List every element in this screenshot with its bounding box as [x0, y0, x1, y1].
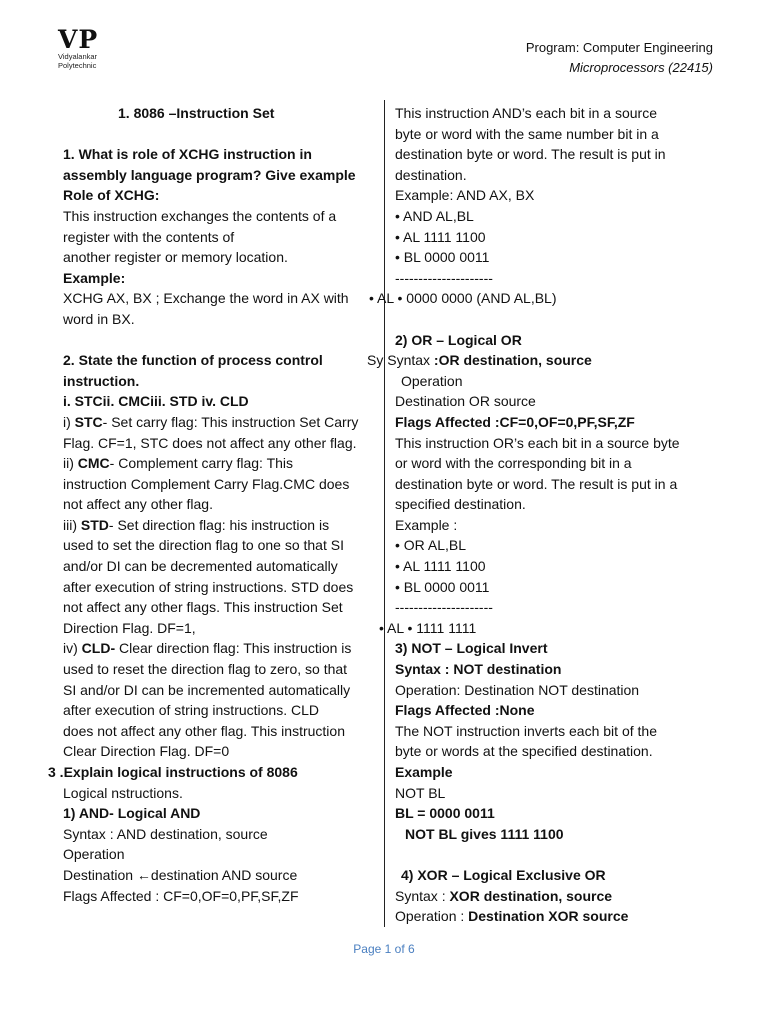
column-divider [384, 100, 385, 927]
text-span: Operation : [395, 908, 469, 925]
text-span: Clear direction flag: This instruction is [115, 640, 352, 657]
list-item: • OR AL,BL [395, 537, 467, 554]
logo [58, 25, 118, 70]
dash-separator: --------------------- [395, 599, 493, 616]
list-item: • BL 0000 0011 [395, 249, 490, 266]
left-column [48, 103, 381, 906]
text-line: Syntax : AND destination, source [63, 825, 268, 842]
xor-syntax: XOR destination, source [449, 887, 613, 904]
text-line: destination. [395, 166, 467, 183]
text-line: This instruction exchanges the contents of a [63, 207, 337, 224]
xor-operation: Destination XOR source [468, 908, 629, 925]
list-item: • AND AL,BL [395, 207, 474, 224]
text-line [63, 412, 381, 433]
text-line [63, 515, 381, 536]
text-line: byte or words at the specified destination. [395, 743, 653, 760]
text-line: instruction Complement Carry Flag.CMC does [63, 475, 350, 492]
text-line: used to set the direction flag to one so that SI [63, 537, 344, 554]
text-line: Example : [395, 516, 458, 533]
text-line: not affect any other flag. [63, 496, 213, 513]
text-line: or word with the corresponding bit in a [395, 455, 632, 472]
page-number: Page 1 of 6 [353, 942, 415, 956]
text-line: word in BX. [63, 310, 135, 327]
text-line: specified destination. [395, 496, 526, 513]
or-heading: 2) OR – Logical OR [395, 331, 522, 348]
question-2-line-2: instruction. [63, 372, 140, 389]
text-line [367, 350, 713, 371]
course-label: Microprocessors (22415) [569, 59, 713, 75]
list-item: • AL 1111 1100 [395, 558, 486, 575]
text-span: - Set carry flag: This instruction Set Carry [102, 413, 359, 430]
text-line [63, 638, 381, 659]
text-line: The NOT instruction inverts each bit of the [395, 722, 657, 739]
text-line: after execution of string instructions. CLD [63, 702, 320, 719]
text-line: Destination ←destination AND source [63, 866, 298, 883]
not-flags: Flags Affected :None [395, 702, 535, 719]
text-line: destination byte or word. The result is put in [395, 146, 666, 163]
text-line [63, 453, 381, 474]
text-span: i) [63, 413, 75, 430]
cld-term: CLD- [81, 640, 116, 657]
text-span: Syntax : [395, 887, 450, 904]
std-term: STD [80, 516, 109, 533]
text-line: Direction Flag. DF=1, [63, 619, 196, 636]
list-item: • AL 1111 1100 [395, 228, 486, 245]
text-line: Operation [63, 846, 125, 863]
text-line: Operation: Destination NOT destination [395, 681, 640, 698]
text-line: another register or memory location. [63, 249, 288, 266]
question-2-line-1: 2. State the function of process control [63, 352, 323, 369]
or-syntax: :OR destination, source [433, 352, 592, 369]
text-line: not affect any other flags. This instruction Set [63, 599, 343, 616]
and-heading: 1) AND- Logical AND [63, 805, 201, 822]
text-line: destination byte or word. The result is put in a [395, 475, 678, 492]
text-line: Flag. CF=1, STC does not affect any other flag. [63, 434, 357, 451]
question-2-line-3: i. STCii. CMCiii. STD iv. CLD [63, 393, 249, 410]
text-line: SI and/or DI can be incremented automatically [63, 681, 351, 698]
text-line: Logical nstructions. [63, 784, 183, 801]
dash-separator: --------------------- [395, 269, 493, 286]
not-heading: 3) NOT – Logical Invert [395, 640, 548, 657]
example-heading: Example: [63, 269, 126, 286]
text-line: Operation [401, 372, 463, 389]
text-line: NOT BL [395, 784, 446, 801]
or-result: • AL • 1111 1111 [379, 619, 477, 636]
text-line: and/or DI can be decremented automatically [63, 558, 338, 575]
right-column [367, 103, 713, 927]
text-line: Destination OR source [395, 393, 536, 410]
text-line: after execution of string instructions. STD does [63, 578, 354, 595]
or-flags: Flags Affected :CF=0,OF=0,PF,SF,ZF [395, 413, 635, 430]
cmc-term: CMC [77, 455, 110, 472]
text-line: Flags Affected : CF=0,OF=0,PF,SF,ZF [63, 887, 299, 904]
text-span: Sy Syntax [367, 352, 434, 369]
text-span: ii) [63, 455, 78, 472]
text-span: iv) [63, 640, 82, 657]
text-line: used to reset the direction flag to zero, so that [63, 661, 348, 678]
question-1-line-1: 1. What is role of XCHG instruction in [63, 146, 312, 163]
section-title: 1. 8086 –Instruction Set [118, 105, 275, 121]
text-line: This instruction OR’s each bit in a source byte [395, 434, 680, 451]
and-result: • AL • 0000 0000 (AND AL,BL) [369, 290, 557, 307]
text-line: Example: AND AX, BX [395, 187, 535, 204]
text-line [395, 886, 713, 907]
logo-mark: VP [58, 25, 99, 54]
stc-term: STC [74, 413, 103, 430]
text-line: Clear Direction Flag. DF=0 [63, 743, 230, 760]
text-span: - Set direction flag: his instruction is [108, 516, 330, 533]
xor-heading: 4) XOR – Logical Exclusive OR [401, 866, 606, 883]
xchg-role-heading: Role of XCHG: [63, 187, 160, 204]
text-line: register with the contents of [63, 228, 235, 245]
text-line [395, 906, 713, 927]
question-1-line-2: assembly language program? Give example [63, 166, 356, 183]
text-line: XCHG AX, BX ; Exchange the word in AX with [63, 290, 349, 307]
logo-line-1: Vidyalankar [58, 52, 98, 61]
example-heading: Example [395, 764, 453, 780]
text-line: NOT BL gives 1111 1100 [405, 825, 564, 842]
text-line: BL = 0000 0011 [395, 805, 495, 822]
program-label: Program: Computer Engineering [525, 40, 713, 55]
question-3-title: 3 .Explain logical instructions of 8086 [48, 764, 298, 780]
text-span: - Complement carry flag: This [109, 455, 294, 472]
text-line: This instruction AND’s each bit in a source [395, 105, 657, 121]
text-span: iii) [63, 516, 81, 533]
page-header [526, 38, 713, 77]
text-line: does not affect any other flag. This instruction [63, 722, 345, 739]
text-line: byte or word with the same number bit in a [395, 125, 659, 142]
list-item: • BL 0000 0011 [395, 578, 490, 595]
not-syntax: Syntax : NOT destination [395, 661, 562, 678]
logo-line-2: Polytechnic [58, 61, 97, 70]
